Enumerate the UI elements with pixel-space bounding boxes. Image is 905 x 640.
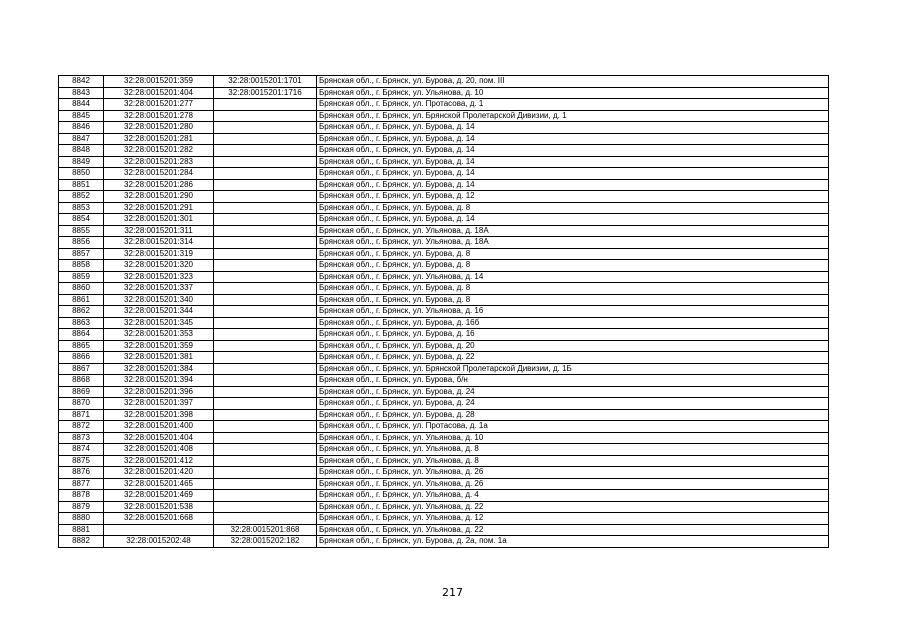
table-row (59, 524, 829, 536)
row-number-cell: 8852 (59, 191, 104, 203)
table-row (59, 110, 829, 122)
related-cadastral-number-cell (214, 156, 317, 168)
related-cadastral-number-cell (214, 294, 317, 306)
row-number-cell: 8850 (59, 168, 104, 180)
cadastral-number-cell: 32:28:0015201:323 (104, 271, 214, 283)
row-number-cell: 8873 (59, 432, 104, 444)
related-cadastral-number-cell (214, 340, 317, 352)
related-cadastral-number-cell (214, 110, 317, 122)
cadastral-number-cell: 32:28:0015201:408 (104, 444, 214, 456)
table-row (59, 225, 829, 237)
table-row (59, 467, 829, 479)
related-cadastral-number-cell: 32:28:0015201:1701 (214, 76, 317, 88)
row-number-cell: 8869 (59, 386, 104, 398)
table-row (59, 329, 829, 341)
cadastral-number-cell: 32:28:0015201:291 (104, 202, 214, 214)
address-cell: Брянская обл., г. Брянск, ул. Ульянова, д. 18А (317, 225, 829, 237)
cadastral-number-cell: 32:28:0015201:344 (104, 306, 214, 318)
address-cell: Брянская обл., г. Брянск, ул. Ульянова, д. 22 (317, 524, 829, 536)
related-cadastral-number-cell (214, 122, 317, 134)
table-row (59, 398, 829, 410)
row-number-cell: 8855 (59, 225, 104, 237)
table-row (59, 444, 829, 456)
related-cadastral-number-cell: 32:28:0015201:868 (214, 524, 317, 536)
cadastral-number-cell: 32:28:0015201:340 (104, 294, 214, 306)
related-cadastral-number-cell: 32:28:0015201:1716 (214, 87, 317, 99)
address-cell: Брянская обл., г. Брянск, ул. Ульянова, д. 26 (317, 478, 829, 490)
cadastral-number-cell: 32:28:0015201:394 (104, 375, 214, 387)
row-number-cell: 8882 (59, 536, 104, 548)
related-cadastral-number-cell (214, 214, 317, 226)
table-row (59, 271, 829, 283)
related-cadastral-number-cell (214, 352, 317, 364)
related-cadastral-number-cell (214, 237, 317, 249)
address-cell: Брянская обл., г. Брянск, ул. Бурова, д. 16 (317, 329, 829, 341)
cadastral-number-cell: 32:28:0015201:286 (104, 179, 214, 191)
address-cell: Брянская обл., г. Брянск, ул. Протасова, д. 1 (317, 99, 829, 111)
cadastral-number-cell: 32:28:0015201:404 (104, 87, 214, 99)
cadastral-number-cell: 32:28:0015201:412 (104, 455, 214, 467)
table-row (59, 248, 829, 260)
related-cadastral-number-cell (214, 225, 317, 237)
row-number-cell: 8849 (59, 156, 104, 168)
row-number-cell: 8856 (59, 237, 104, 249)
cadastral-number-cell: 32:28:0015201:538 (104, 501, 214, 513)
related-cadastral-number-cell (214, 202, 317, 214)
row-number-cell: 8854 (59, 214, 104, 226)
property-registry-table (58, 75, 829, 548)
address-cell: Брянская обл., г. Брянск, ул. Ульянова, д. 4 (317, 490, 829, 502)
row-number-cell: 8845 (59, 110, 104, 122)
address-cell: Брянская обл., г. Брянск, ул. Бурова, д. 14 (317, 179, 829, 191)
row-number-cell: 8848 (59, 145, 104, 157)
row-number-cell: 8875 (59, 455, 104, 467)
related-cadastral-number-cell (214, 317, 317, 329)
row-number-cell: 8877 (59, 478, 104, 490)
row-number-cell: 8851 (59, 179, 104, 191)
address-cell: Брянская обл., г. Брянск, ул. Ульянова, д. 8 (317, 444, 829, 456)
address-cell: Брянская обл., г. Брянск, ул. Бурова, д. 14 (317, 133, 829, 145)
address-cell: Брянская обл., г. Брянск, ул. Бурова, д. 8 (317, 202, 829, 214)
page-number: 217 (442, 586, 463, 599)
cadastral-number-cell: 32:28:0015201:337 (104, 283, 214, 295)
table-row (59, 87, 829, 99)
cadastral-number-cell: 32:28:0015201:284 (104, 168, 214, 180)
address-cell: Брянская обл., г. Брянск, ул. Ульянова, д. 22 (317, 501, 829, 513)
related-cadastral-number-cell (214, 260, 317, 272)
row-number-cell: 8880 (59, 513, 104, 525)
address-cell: Брянская обл., г. Брянск, ул. Ульянова, д. 16 (317, 306, 829, 318)
table-row (59, 501, 829, 513)
related-cadastral-number-cell (214, 179, 317, 191)
cadastral-number-cell: 32:28:0015201:420 (104, 467, 214, 479)
table-row (59, 283, 829, 295)
cadastral-number-cell: 32:28:0015201:400 (104, 421, 214, 433)
row-number-cell: 8863 (59, 317, 104, 329)
address-cell: Брянская обл., г. Брянск, ул. Бурова, д. 14 (317, 214, 829, 226)
row-number-cell: 8860 (59, 283, 104, 295)
row-number-cell: 8874 (59, 444, 104, 456)
row-number-cell: 8876 (59, 467, 104, 479)
address-cell: Брянская обл., г. Брянск, ул. Бурова, д. 12 (317, 191, 829, 203)
cadastral-number-cell: 32:28:0015201:277 (104, 99, 214, 111)
table-row (59, 294, 829, 306)
related-cadastral-number-cell (214, 444, 317, 456)
cadastral-number-cell: 32:28:0015202:48 (104, 536, 214, 548)
row-number-cell: 8866 (59, 352, 104, 364)
related-cadastral-number-cell (214, 490, 317, 502)
related-cadastral-number-cell (214, 375, 317, 387)
cadastral-number-cell: 32:28:0015201:280 (104, 122, 214, 134)
row-number-cell: 8859 (59, 271, 104, 283)
table-row (59, 145, 829, 157)
related-cadastral-number-cell (214, 99, 317, 111)
related-cadastral-number-cell (214, 513, 317, 525)
row-number-cell: 8881 (59, 524, 104, 536)
related-cadastral-number-cell (214, 283, 317, 295)
cadastral-number-cell: 32:28:0015201:398 (104, 409, 214, 421)
related-cadastral-number-cell (214, 467, 317, 479)
table-row (59, 202, 829, 214)
cadastral-number-cell: 32:28:0015201:283 (104, 156, 214, 168)
address-cell: Брянская обл., г. Брянск, ул. Брянской Пролетарской Дивизии, д. 1 (317, 110, 829, 122)
related-cadastral-number-cell (214, 191, 317, 203)
address-cell: Брянская обл., г. Брянск, ул. Бурова, д. 20 (317, 340, 829, 352)
table-row (59, 191, 829, 203)
table-row (59, 168, 829, 180)
table-row (59, 421, 829, 433)
cadastral-number-cell: 32:28:0015201:668 (104, 513, 214, 525)
table-row (59, 478, 829, 490)
related-cadastral-number-cell (214, 398, 317, 410)
address-cell: Брянская обл., г. Брянск, ул. Бурова, д. 22 (317, 352, 829, 364)
cadastral-number-cell: 32:28:0015201:345 (104, 317, 214, 329)
related-cadastral-number-cell (214, 455, 317, 467)
cadastral-number-cell: 32:28:0015201:359 (104, 340, 214, 352)
registry-table-body (59, 76, 829, 548)
related-cadastral-number-cell (214, 432, 317, 444)
address-cell: Брянская обл., г. Брянск, ул. Бурова, д. 20, пом. III (317, 76, 829, 88)
table-row (59, 122, 829, 134)
cadastral-number-cell: 32:28:0015201:384 (104, 363, 214, 375)
row-number-cell: 8868 (59, 375, 104, 387)
table-row (59, 306, 829, 318)
related-cadastral-number-cell: 32:28:0015202:182 (214, 536, 317, 548)
table-row (59, 363, 829, 375)
address-cell: Брянская обл., г. Брянск, ул. Брянской Пролетарской Дивизии, д. 1Б (317, 363, 829, 375)
related-cadastral-number-cell (214, 478, 317, 490)
cadastral-number-cell: 32:28:0015201:301 (104, 214, 214, 226)
cadastral-number-cell: 32:28:0015201:465 (104, 478, 214, 490)
cadastral-number-cell: 32:28:0015201:281 (104, 133, 214, 145)
cadastral-number-cell: 32:28:0015201:397 (104, 398, 214, 410)
cadastral-number-cell: 32:28:0015201:396 (104, 386, 214, 398)
table-row (59, 340, 829, 352)
cadastral-number-cell: 32:28:0015201:282 (104, 145, 214, 157)
related-cadastral-number-cell (214, 145, 317, 157)
table-row (59, 179, 829, 191)
address-cell: Брянская обл., г. Брянск, ул. Бурова, д. 14 (317, 145, 829, 157)
cadastral-number-cell: 32:28:0015201:404 (104, 432, 214, 444)
table-row (59, 237, 829, 249)
related-cadastral-number-cell (214, 363, 317, 375)
table-row (59, 260, 829, 272)
table-row (59, 513, 829, 525)
row-number-cell: 8879 (59, 501, 104, 513)
cadastral-number-cell: 32:28:0015201:311 (104, 225, 214, 237)
row-number-cell: 8853 (59, 202, 104, 214)
row-number-cell: 8847 (59, 133, 104, 145)
address-cell: Брянская обл., г. Брянск, ул. Ульянова, д. 14 (317, 271, 829, 283)
row-number-cell: 8865 (59, 340, 104, 352)
row-number-cell: 8872 (59, 421, 104, 433)
table-row (59, 214, 829, 226)
row-number-cell: 8844 (59, 99, 104, 111)
cadastral-number-cell: 32:28:0015201:359 (104, 76, 214, 88)
related-cadastral-number-cell (214, 133, 317, 145)
table-row (59, 432, 829, 444)
cadastral-number-cell: 32:28:0015201:314 (104, 237, 214, 249)
address-cell: Брянская обл., г. Брянск, ул. Ульянова, д. 26 (317, 467, 829, 479)
row-number-cell: 8846 (59, 122, 104, 134)
table-row (59, 375, 829, 387)
row-number-cell: 8858 (59, 260, 104, 272)
cadastral-number-cell: 32:28:0015201:381 (104, 352, 214, 364)
address-cell: Брянская обл., г. Брянск, ул. Бурова, д. 24 (317, 386, 829, 398)
row-number-cell: 8862 (59, 306, 104, 318)
address-cell: Брянская обл., г. Брянск, ул. Бурова, д. 8 (317, 294, 829, 306)
cadastral-number-cell: 32:28:0015201:290 (104, 191, 214, 203)
table-row (59, 352, 829, 364)
address-cell: Брянская обл., г. Брянск, ул. Бурова, д. 14 (317, 168, 829, 180)
related-cadastral-number-cell (214, 306, 317, 318)
table-row (59, 133, 829, 145)
related-cadastral-number-cell (214, 386, 317, 398)
row-number-cell: 8864 (59, 329, 104, 341)
address-cell: Брянская обл., г. Брянск, ул. Ульянова, д. 18А (317, 237, 829, 249)
address-cell: Брянская обл., г. Брянск, ул. Ульянова, д. 12 (317, 513, 829, 525)
related-cadastral-number-cell (214, 501, 317, 513)
address-cell: Брянская обл., г. Брянск, ул. Бурова, д. 16б (317, 317, 829, 329)
address-cell: Брянская обл., г. Брянск, ул. Ульянова, д. 8 (317, 455, 829, 467)
address-cell: Брянская обл., г. Брянск, ул. Бурова, д. 24 (317, 398, 829, 410)
address-cell: Брянская обл., г. Брянск, ул. Бурова, д. 8 (317, 248, 829, 260)
address-cell: Брянская обл., г. Брянск, ул. Бурова, д. 8 (317, 260, 829, 272)
table-row (59, 490, 829, 502)
row-number-cell: 8842 (59, 76, 104, 88)
related-cadastral-number-cell (214, 168, 317, 180)
address-cell: Брянская обл., г. Брянск, ул. Ульянова, д. 10 (317, 87, 829, 99)
address-cell: Брянская обл., г. Брянск, ул. Бурова, б/н (317, 375, 829, 387)
table-row (59, 99, 829, 111)
address-cell: Брянская обл., г. Брянск, ул. Бурова, д. 14 (317, 156, 829, 168)
table-row (59, 536, 829, 548)
row-number-cell: 8861 (59, 294, 104, 306)
cadastral-number-cell: 32:28:0015201:469 (104, 490, 214, 502)
table-row (59, 455, 829, 467)
table-row (59, 386, 829, 398)
cadastral-number-cell: 32:28:0015201:320 (104, 260, 214, 272)
table-row (59, 317, 829, 329)
cadastral-number-cell: 32:28:0015201:278 (104, 110, 214, 122)
cadastral-number-cell: 32:28:0015201:353 (104, 329, 214, 341)
address-cell: Брянская обл., г. Брянск, ул. Бурова, д. 28 (317, 409, 829, 421)
row-number-cell: 8878 (59, 490, 104, 502)
related-cadastral-number-cell (214, 329, 317, 341)
address-cell: Брянская обл., г. Брянск, ул. Бурова, д. 8 (317, 283, 829, 295)
table-row (59, 76, 829, 88)
cadastral-number-cell (104, 524, 214, 536)
address-cell: Брянская обл., г. Брянск, ул. Ульянова, д. 10 (317, 432, 829, 444)
table-row (59, 409, 829, 421)
row-number-cell: 8843 (59, 87, 104, 99)
address-cell: Брянская обл., г. Брянск, ул. Бурова, д. 2а, пом. 1а (317, 536, 829, 548)
related-cadastral-number-cell (214, 421, 317, 433)
address-cell: Брянская обл., г. Брянск, ул. Бурова, д. 14 (317, 122, 829, 134)
row-number-cell: 8871 (59, 409, 104, 421)
row-number-cell: 8870 (59, 398, 104, 410)
address-cell: Брянская обл., г. Брянск, ул. Протасова, д. 1а (317, 421, 829, 433)
table-row (59, 156, 829, 168)
row-number-cell: 8857 (59, 248, 104, 260)
related-cadastral-number-cell (214, 248, 317, 260)
related-cadastral-number-cell (214, 271, 317, 283)
row-number-cell: 8867 (59, 363, 104, 375)
related-cadastral-number-cell (214, 409, 317, 421)
cadastral-number-cell: 32:28:0015201:319 (104, 248, 214, 260)
